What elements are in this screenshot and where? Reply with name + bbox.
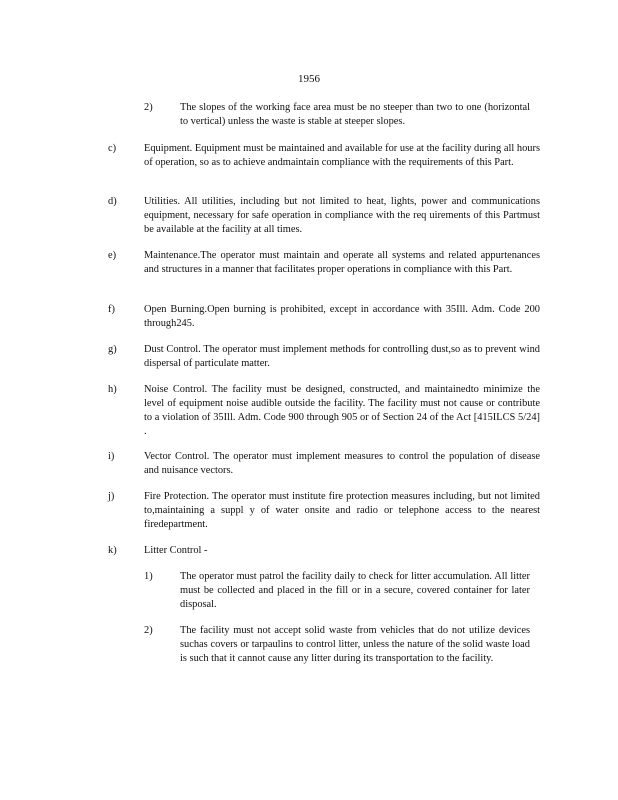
item-text: Maintenance.The operator must maintain and operate all systems and related appurtenances and structures in a manner that facilitates proper operations in compliance with this Part. bbox=[144, 250, 540, 275]
item-label: d) bbox=[108, 196, 117, 207]
item-label: e) bbox=[108, 250, 117, 261]
item-label: 2) bbox=[144, 625, 153, 636]
item-text: Utilities. All utilities, including but not limited to heat, lights, power and communications equipment, necessary for safe operation in compliance with the req uirements of this Partmust be available at the facility at all times. bbox=[144, 196, 540, 235]
item-text: Equipment. Equipment must be maintained and available for use at the facility during all hours of operation, so as to achieve andmaintain compliance with the requirements of this Part. bbox=[144, 143, 540, 168]
item-text: Fire Protection. The operator must institute fire protection measures including, but not limited to,maintaining a suppl y of water onsite and radio or telephone access to the nearest firedepartment. bbox=[144, 491, 540, 530]
item-text: Open Burning.Open burning is prohibited, except in accordance with 35Ill. Adm. Code 200 through245. bbox=[144, 304, 540, 329]
item-label: 2) bbox=[144, 102, 153, 113]
item-label: i) bbox=[108, 451, 115, 462]
item-label: 1) bbox=[144, 571, 153, 582]
item-label: h) bbox=[108, 384, 117, 395]
item-text: Vector Control. The operator must implement measures to control the population of disease and nuisance vectors. bbox=[144, 451, 540, 476]
item-text: The slopes of the working face area must be no steeper than two to one (horizontal to vertical) unless the waste is stable at steeper slopes. bbox=[180, 102, 530, 127]
page-number: 1956 bbox=[298, 73, 320, 85]
item-label: k) bbox=[108, 545, 117, 556]
item-label: c) bbox=[108, 143, 117, 154]
item-text: The facility must not accept solid waste from vehicles that do not utilize devices suchas covers or tarpaulins to control litter, unless the nature of the solid waste load is such that it cannot cause any litter during its transportation to the facility. bbox=[180, 625, 530, 664]
item-label: g) bbox=[108, 344, 117, 355]
item-label: j) bbox=[108, 491, 115, 502]
item-text: Noise Control. The facility must be designed, constructed, and maintainedto minimize the level of equipment noise audible outside the facility. The facility must not cause or contribute to a violation of 35Ill. Adm. Code 900 through 905 or of Section 24 of the Act [415ILCS 5/24] . bbox=[144, 384, 540, 437]
item-text: Litter Control - bbox=[144, 545, 208, 556]
item-text: Dust Control. The operator must implement methods for controlling dust,so as to prevent wind dispersal of particulate matter. bbox=[144, 344, 540, 369]
item-label: f) bbox=[108, 304, 115, 315]
item-text: The operator must patrol the facility daily to check for litter accumulation. All litter must be collected and placed in the fill or in a secure, covered container for later disposal. bbox=[180, 571, 530, 610]
